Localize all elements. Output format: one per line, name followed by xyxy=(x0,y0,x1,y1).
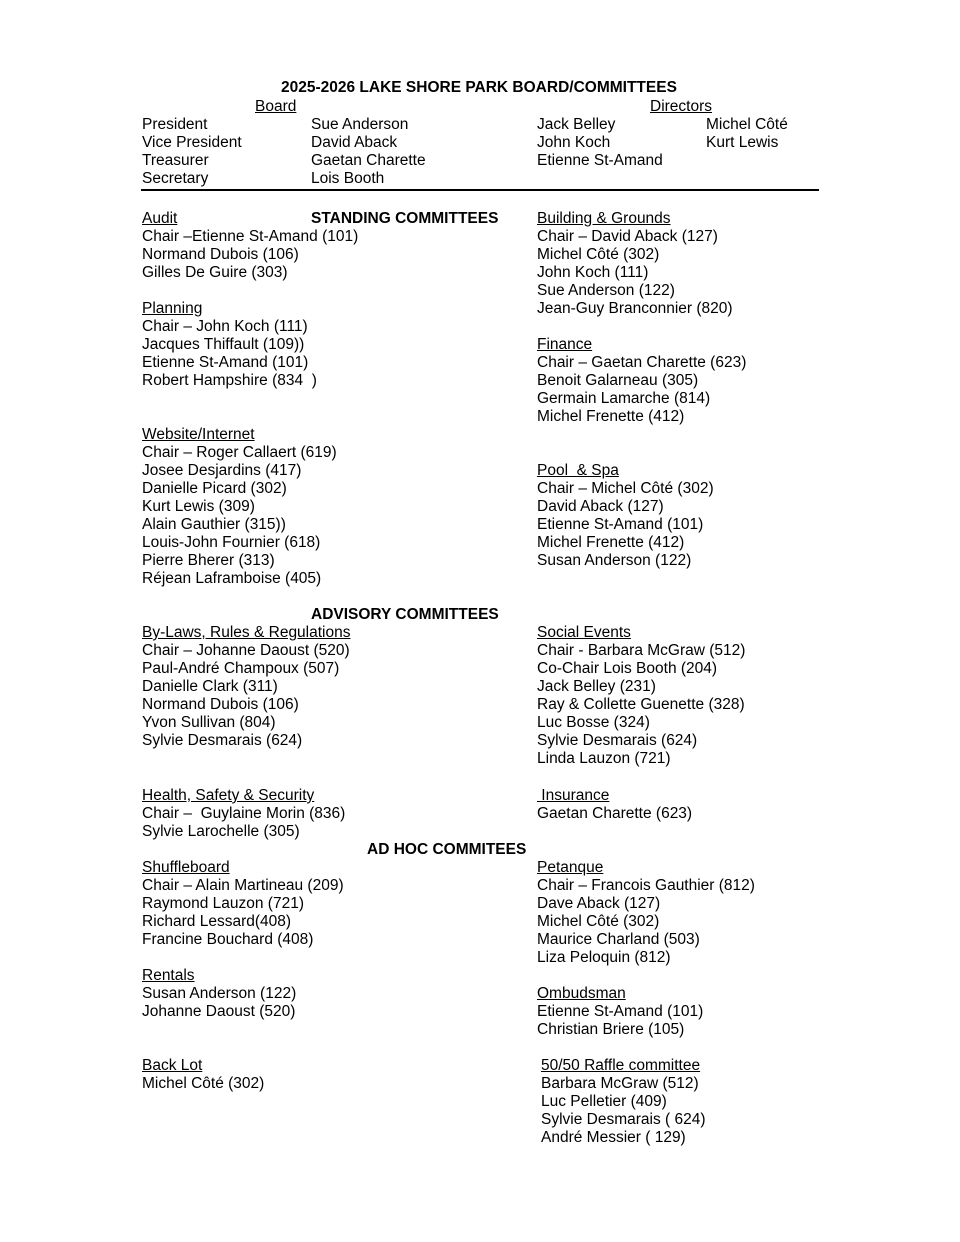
committee-title: Social Events xyxy=(537,624,631,641)
committee-member: Francine Bouchard (408) xyxy=(142,931,314,948)
committee-member: André Messier ( 129) xyxy=(541,1129,686,1146)
committee-member: Alain Gauthier (315)) xyxy=(142,516,286,533)
committee-member: Jacques Thiffault (109)) xyxy=(142,336,305,353)
committee-member: Kurt Lewis (309) xyxy=(142,498,255,515)
committee-member: Germain Lamarche (814) xyxy=(537,390,711,407)
committee-member: Danielle Clark (311) xyxy=(142,678,278,695)
committee-title: Ombudsman xyxy=(537,985,626,1002)
committee-title: Building & Grounds xyxy=(537,210,671,227)
committee-member: Etienne St-Amand (101) xyxy=(537,516,704,533)
committee-member: Linda Lauzon (721) xyxy=(537,750,671,767)
committee-member: Sylvie Larochelle (305) xyxy=(142,823,300,840)
advisory-committees-heading: ADVISORY COMMITTEES xyxy=(311,606,499,623)
committee-member: Chair – John Koch (111) xyxy=(142,318,308,335)
director-name: John Koch xyxy=(537,134,611,151)
committee-member: Etienne St-Amand (101) xyxy=(142,354,309,371)
director-name: Michel Côté xyxy=(706,116,788,133)
committee-member: Gilles De Guire (303) xyxy=(142,264,288,281)
committee-title: Planning xyxy=(142,300,203,317)
committee-title: Health, Safety & Security xyxy=(142,787,315,804)
committee-member: Yvon Sullivan (804) xyxy=(142,714,276,731)
board-name: David Aback xyxy=(311,134,398,151)
committee-member: Normand Dubois (106) xyxy=(142,696,299,713)
board-name: Gaetan Charette xyxy=(311,152,426,169)
committee-member: Danielle Picard (302) xyxy=(142,480,287,497)
committee-member: Chair – Johanne Daoust (520) xyxy=(142,642,350,659)
committee-member: Gaetan Charette (623) xyxy=(537,805,693,822)
committee-member: Chair – Roger Callaert (619) xyxy=(142,444,337,461)
director-name: Kurt Lewis xyxy=(706,134,779,151)
board-name: Lois Booth xyxy=(311,170,385,187)
committee-member: Chair – Guylaine Morin (836) xyxy=(142,805,346,822)
committee-member: Paul-André Champoux (507) xyxy=(142,660,340,677)
committee-member: Luc Pelletier (409) xyxy=(541,1093,667,1110)
committee-member: Réjean Laframboise (405) xyxy=(142,570,322,587)
committee-member: Michel Frenette (412) xyxy=(537,408,685,425)
committee-title: Petanque xyxy=(537,859,604,876)
committee-member: Pierre Bherer (313) xyxy=(142,552,275,569)
committee-member: Benoit Galarneau (305) xyxy=(537,372,699,389)
committee-member: Sylvie Desmarais (624) xyxy=(537,732,698,749)
committee-member: Jean-Guy Branconnier (820) xyxy=(537,300,733,317)
adhoc-committees-heading: AD HOC COMMITEES xyxy=(367,841,527,858)
committee-member: Christian Briere (105) xyxy=(537,1021,685,1038)
committee-title: Audit xyxy=(142,210,178,227)
committee-member: Chair – Francois Gauthier (812) xyxy=(537,877,755,894)
committee-member: Chair – David Aback (127) xyxy=(537,228,718,245)
committee-member: Chair –Etienne St-Amand (101) xyxy=(142,228,359,245)
committee-member: Susan Anderson (122) xyxy=(537,552,692,569)
director-name: Jack Belley xyxy=(537,116,616,133)
committee-member: Maurice Charland (503) xyxy=(537,931,700,948)
directors-heading: Directors xyxy=(650,98,713,115)
committee-member: Sylvie Desmarais (624) xyxy=(142,732,303,749)
committee-title: By-Laws, Rules & Regulations xyxy=(142,624,351,641)
committee-member: Normand Dubois (106) xyxy=(142,246,299,263)
committee-title: Insurance xyxy=(537,787,610,804)
committee-member: Raymond Lauzon (721) xyxy=(142,895,304,912)
committee-member: Susan Anderson (122) xyxy=(142,985,297,1002)
committee-member: Louis-John Fournier (618) xyxy=(142,534,321,551)
board-role: Secretary xyxy=(142,170,209,187)
committee-member: Johanne Daoust (520) xyxy=(142,1003,296,1020)
board-heading: Board xyxy=(255,98,297,115)
header-divider xyxy=(141,189,819,191)
committee-title: Rentals xyxy=(142,967,195,984)
committee-member: Richard Lessard(408) xyxy=(142,913,292,930)
committee-member: Sue Anderson (122) xyxy=(537,282,675,299)
committee-member: Robert Hampshire (834 ) xyxy=(142,372,317,389)
director-name: Etienne St-Amand xyxy=(537,152,663,169)
board-role: Vice President xyxy=(142,134,242,151)
committee-title: Finance xyxy=(537,336,593,353)
committee-member: Michel Côté (302) xyxy=(142,1075,265,1092)
committee-member: Josee Desjardins (417) xyxy=(142,462,302,479)
committee-title: Shuffleboard xyxy=(142,859,230,876)
committee-member: Chair – Gaetan Charette (623) xyxy=(537,354,747,371)
standing-committees-heading: STANDING COMMITTEES xyxy=(311,210,499,227)
committee-member: Michel Côté (302) xyxy=(537,246,660,263)
committee-member: Liza Peloquin (812) xyxy=(537,949,671,966)
board-role: Treasurer xyxy=(142,152,209,169)
committee-member: John Koch (111) xyxy=(537,264,649,281)
committee-member: Jack Belley (231) xyxy=(537,678,656,695)
committee-member: Barbara McGraw (512) xyxy=(541,1075,699,1092)
committee-title: Back Lot xyxy=(142,1057,203,1074)
committee-member: Sylvie Desmarais ( 624) xyxy=(541,1111,706,1128)
committee-member: David Aback (127) xyxy=(537,498,664,515)
committee-member: Ray & Collette Guenette (328) xyxy=(537,696,745,713)
page-title: 2025-2026 LAKE SHORE PARK BOARD/COMMITTEES xyxy=(281,79,677,96)
board-role: President xyxy=(142,116,208,133)
committee-member: Co-Chair Lois Booth (204) xyxy=(537,660,718,677)
committee-member: Chair – Michel Côté (302) xyxy=(537,480,714,497)
committee-member: Michel Côté (302) xyxy=(537,913,660,930)
committee-title: Website/Internet xyxy=(142,426,255,443)
committee-member: Chair - Barbara McGraw (512) xyxy=(537,642,746,659)
committee-title: 50/50 Raffle committee xyxy=(541,1057,701,1074)
committee-member: Luc Bosse (324) xyxy=(537,714,650,731)
committee-member: Dave Aback (127) xyxy=(537,895,661,912)
board-name: Sue Anderson xyxy=(311,116,409,133)
committee-member: Etienne St-Amand (101) xyxy=(537,1003,704,1020)
committee-member: Chair – Alain Martineau (209) xyxy=(142,877,344,894)
committee-member: Michel Frenette (412) xyxy=(537,534,685,551)
committee-title: Pool & Spa xyxy=(537,462,619,479)
